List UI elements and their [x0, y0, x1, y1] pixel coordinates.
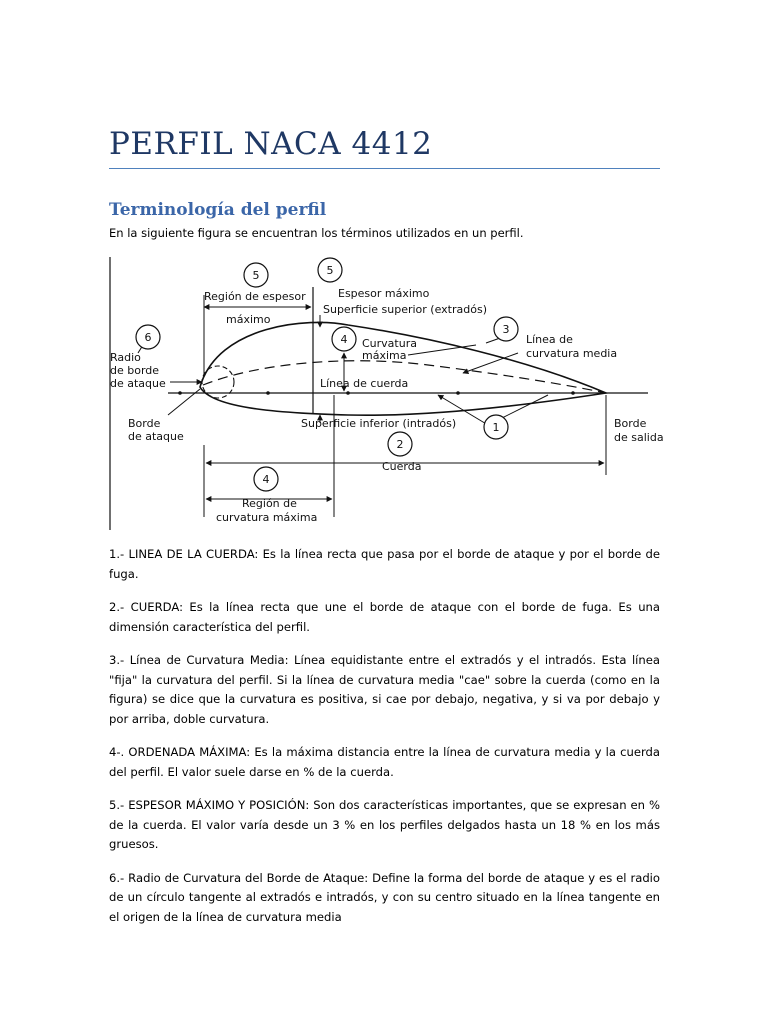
label-curvatura-maxima: curvatura máxima — [216, 511, 318, 524]
chord-dot — [456, 391, 460, 395]
label-borde-salida: Borde — [614, 417, 647, 430]
leader-line — [408, 345, 476, 355]
definition-paragraph: 1.- LINEA DE LA CUERDA: Es la línea recta que pasa por el borde de ataque y por el borde de fuga. — [109, 547, 660, 581]
label-region-espesor: Región de espesor — [204, 290, 306, 303]
chord-dot — [178, 391, 182, 395]
chord-dot — [266, 391, 270, 395]
definitions-list — [109, 545, 660, 941]
label-borde-ataque-2: de ataque — [128, 430, 184, 443]
definition-paragraph: 6.- Radio de Curvatura del Borde de Ataque: Define la forma del borde de ataque y es el radio de un círculo tangente al extradós e intradós, y con su centro situado en la línea tangente en el origen de la línea de curvatura media — [109, 870, 660, 924]
label-region-de: Región de — [242, 497, 297, 510]
definition-paragraph: 5.- ESPESOR MÁXIMO Y POSICIÓN: Son dos características importantes, que se expresan en % de la cuerda. El valor varía desde un 3 % en los perfiles delgados hasta un 18 % en los más gruesos. — [109, 798, 660, 851]
title-divider — [109, 168, 660, 169]
label-radio: Radio — [110, 351, 141, 364]
intro-text: En la siguiente figura se encuentran los términos utilizados en un perfil. — [109, 226, 524, 240]
label-maxima: máxima — [362, 349, 407, 362]
page-title: PERFIL NACA 4412 — [109, 126, 433, 162]
callout-number: 2 — [396, 438, 404, 451]
chord-dot — [571, 391, 575, 395]
label-region-espesor-2: máximo — [226, 313, 271, 326]
definition-paragraph: 2.- CUERDA: Es la línea recta que une el borde de ataque con el borde de fuga. Es una dimensión característica del perfil. — [109, 600, 660, 634]
label-de-ataque: de ataque — [110, 377, 166, 390]
label-superficie-inferior: Superficie inferior (intradós) — [301, 417, 457, 430]
label-curvatura: Curvatura — [362, 337, 417, 350]
definition-paragraph: 4-. ORDENADA MÁXIMA: Es la máxima distancia entre la línea de curvatura media y la cuerda del perfil. El valor suele darse en % de la cuerda. — [109, 745, 660, 779]
label-linea-de: Línea de — [526, 333, 573, 346]
label-de-borde: de borde — [110, 364, 160, 377]
callout-number: 4 — [340, 333, 348, 346]
label-curvatura-media: curvatura media — [526, 347, 618, 360]
label-linea-cuerda: Línea de cuerda — [320, 377, 409, 390]
label-borde-salida-2: de salida — [614, 431, 664, 444]
callout-number: 6 — [144, 331, 152, 344]
label-superficie-superior: Superficie superior (extradós) — [323, 303, 487, 316]
section-heading: Terminología del perfil — [109, 200, 327, 220]
definition-paragraph: 3.- Línea de Curvatura Media: Línea equidistante entre el extradós y el intradós. Esta línea "fija" la curvatura del perfil. Si la línea de curvatura media "cae" sobre la cuerda (como en la figura) se dice que la curvatura es positiva, si cae por debajo, negativa, y si va por debajo y por arriba, doble curvatura. — [109, 653, 660, 726]
callout-number: 1 — [492, 421, 500, 434]
label-borde-ataque: Borde — [128, 417, 161, 430]
airfoil-diagram — [108, 255, 668, 535]
callout-number: 5 — [326, 264, 334, 277]
chord-dot — [346, 391, 350, 395]
callout-number: 4 — [262, 473, 270, 486]
label-espesor-maximo: Espesor máximo — [338, 287, 430, 300]
label-cuerda: Cuerda — [382, 460, 422, 473]
leader-line — [463, 353, 518, 373]
callout-number: 3 — [502, 323, 510, 336]
callout-number: 5 — [252, 269, 260, 282]
